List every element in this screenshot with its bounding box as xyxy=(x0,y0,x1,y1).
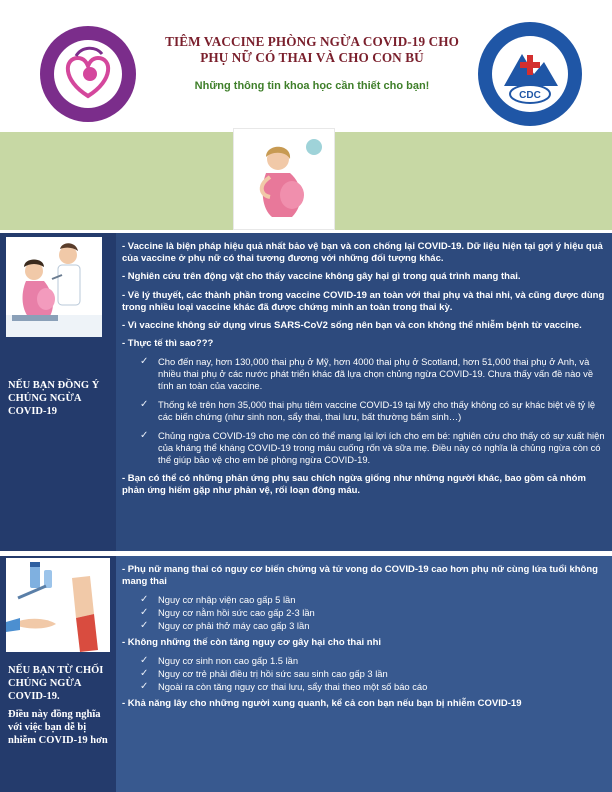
refuse-intro-1: - Phụ nữ mang thai có nguy cơ biến chứng và tử vong do COVID-19 cao hơn phụ nữ cùng lứa tuổi không mang thai xyxy=(122,564,598,588)
checkmark-icon: ✓ xyxy=(140,356,149,368)
list-item xyxy=(140,594,606,606)
list-item xyxy=(140,681,606,693)
cdc-logo xyxy=(474,18,586,130)
agree-paragraph-3: - Về lý thuyết, các thành phần trong vaccine COVID-19 an toàn với thai phụ và thai nhi, và cũng được dùng trong nhiều loại vaccine khác đã được chứng minh an toàn trong thai kỳ. xyxy=(122,289,605,313)
list-item-text: Nguy cơ nhập viện cao gấp 5 lần xyxy=(158,594,296,606)
vaccination-illustration xyxy=(6,237,102,337)
section-agree-sidebar xyxy=(0,233,116,551)
list-item-text: Chủng ngừa COVID-19 cho mẹ còn có thể mang lại lợi ích cho em bé: nghiên cứu cho thấy có sự xuất hiện của kháng thể kháng COVID-19 trong máu cuống rốn và sữa mẹ. Điều này có nghĩa là chủng ngừa còn có thể giúp bảo vệ cho em bé phòng ngừa COVID-19. xyxy=(158,430,605,465)
agree-paragraph-2: - Nghiên cứu trên động vật cho thấy vaccine không gây hại gì trong quá trình mang thai. xyxy=(122,271,521,283)
agree-closing: - Bạn có thể có những phản ứng phụ sau chích ngừa giống như những người khác, bao gồm cả nhóm phản ứng hiếm gặp như phản vệ, rối loạn đông máu. xyxy=(122,473,586,497)
list-item-text: Nguy cơ sinh non cao gấp 1.5 lần xyxy=(158,655,299,667)
page-title xyxy=(150,34,474,66)
section-agree-content xyxy=(116,233,612,551)
checkmark-icon: ✓ xyxy=(140,607,149,618)
section-refuse-label: NẾU BẠN TỪ CHỐI CHỦNG NGỪA COVID-19. xyxy=(8,665,104,702)
agree-paragraph-1: - Vaccine là biện pháp hiệu quả nhất bảo vệ bạn và con chống lại COVID-19. Dữ liệu hiện tại gợi ý hiệu quả của vaccine ở phụ nữ có thai tương đương với những đối tượng khác. xyxy=(122,241,603,265)
section-refuse-sidebar xyxy=(0,556,116,792)
checkmark-icon: ✓ xyxy=(140,594,149,606)
page-subtitle: Những thông tin khoa học cần thiết cho bạn! xyxy=(194,80,430,92)
header xyxy=(0,0,612,132)
list-item-text: Nguy cơ trẻ phải điều trị hồi sức sau sinh cao gấp 3 lần xyxy=(158,667,388,679)
refuse-intro-2: - Không những thế còn tăng nguy cơ gây hại cho thai nhi xyxy=(122,637,382,649)
list-item xyxy=(140,655,606,667)
list-item-text: Nguy cơ nằm hồi sức cao gấp 2-3 lần xyxy=(158,607,315,618)
checkmark-icon: ✓ xyxy=(140,667,149,679)
checkmark-icon: ✓ xyxy=(140,430,149,442)
list-item-text: Thống kê trên hơn 35,000 thai phụ tiêm vaccine COVID-19 tại Mỹ cho thấy không có sự khác biệt về tỷ lệ các biến chứng (như sinh non, sẩy thai, thai lưu, bất thường bẩm sinh…) xyxy=(158,399,596,422)
title-block xyxy=(150,34,474,92)
list-item xyxy=(140,356,606,391)
list-item xyxy=(140,430,606,465)
checkmark-icon: ✓ xyxy=(140,619,149,631)
svg-text:CDC: CDC xyxy=(519,90,541,101)
list-item-text: Cho đến nay, hơn 130,000 thai phụ ở Mỹ, hơn 4000 thai phụ ở Scotland, hơn 51,000 thai phụ ở Anh, và nhiều thai phụ ở các nước phát triển khác đã lựa chọn chủng ngừa COVID-19. Chưa thấy vấn đề nào về tính an toàn của vaccine. xyxy=(158,356,594,391)
checkmark-icon: ✓ xyxy=(140,680,149,692)
title-line-2: PHỤ NỮ CÓ THAI VÀ CHO CON BÚ xyxy=(200,50,424,65)
agree-evidence-list xyxy=(140,356,606,465)
refuse-vaccine-illustration xyxy=(6,558,110,652)
list-item xyxy=(140,668,606,680)
checkmark-icon: ✓ xyxy=(140,399,149,411)
list-item-text: Nguy cơ phải thở máy cao gấp 3 lần xyxy=(158,619,310,631)
section-refuse-content xyxy=(116,556,612,792)
list-item xyxy=(140,620,606,632)
refuse-risk-list-2 xyxy=(140,655,606,692)
section-agree-label: NẾU BẠN ĐỒNG Ý CHỦNG NGỪA COVID-19 xyxy=(8,380,100,417)
refuse-closing: - Khả năng lây cho những người xung quanh, kể cả con bạn nếu bạn bị nhiễm COVID-19 xyxy=(122,698,522,710)
hospital-logo xyxy=(32,22,144,126)
section-agree xyxy=(0,233,612,551)
section-refuse xyxy=(0,556,612,792)
list-item-text: Ngoài ra còn tăng nguy cơ thai lưu, sẩy thai theo một số báo cáo xyxy=(158,680,428,692)
title-line-1: TIÊM VACCINE PHÒNG NGỪA COVID-19 CHO xyxy=(165,34,459,49)
agree-paragraph-4: - Vì vaccine không sử dụng virus SARS-CoV2 sống nên bạn và con không thể nhiễm bệnh từ vaccine. xyxy=(122,320,582,332)
section-refuse-consequence: Điều này đồng nghĩa với việc bạn dễ bị nhiễm COVID-19 hơn xyxy=(8,709,108,746)
list-item xyxy=(140,399,606,422)
checkmark-icon: ✓ xyxy=(140,655,149,667)
pregnant-woman-illustration xyxy=(233,128,335,230)
refuse-risk-list-1 xyxy=(140,594,606,631)
list-item xyxy=(140,607,606,619)
agree-paragraph-5: - Thực tế thì sao??? xyxy=(122,338,214,350)
